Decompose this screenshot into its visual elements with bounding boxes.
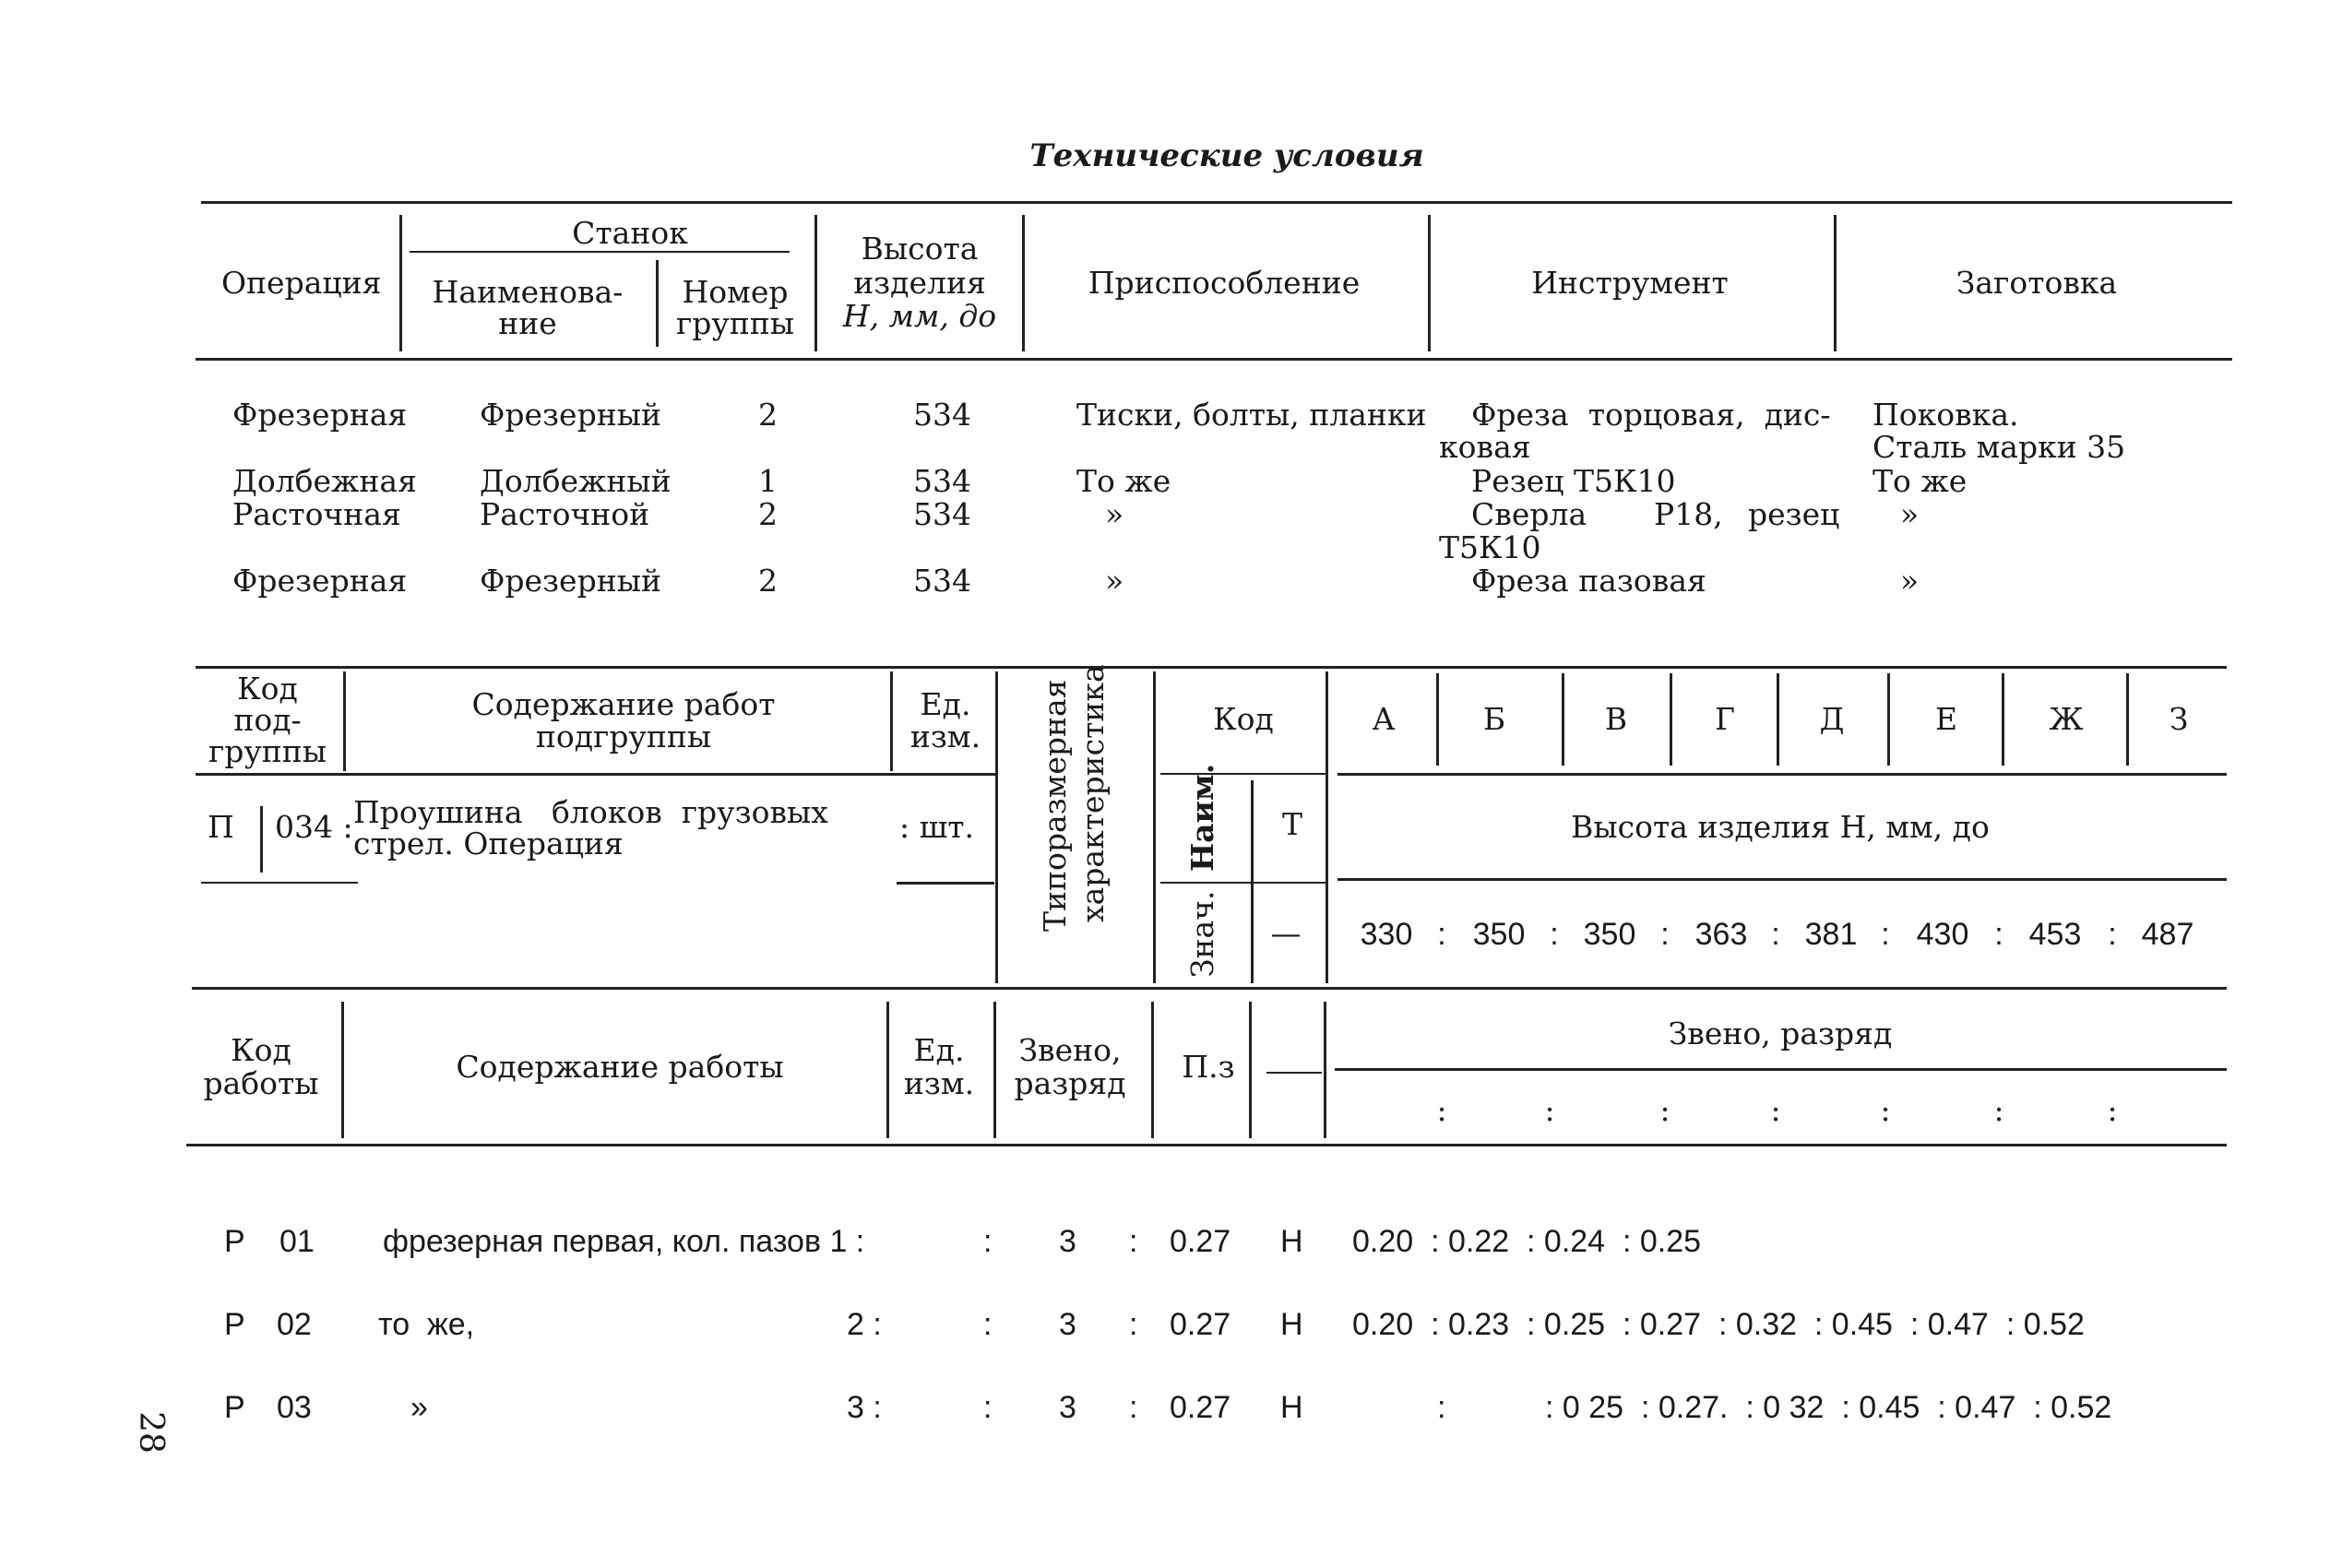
sub-code-letter: П — [208, 809, 234, 845]
height-value: 350 — [1472, 917, 1526, 952]
work-unit-header: изм. — [903, 1065, 975, 1101]
row-tool: Фреза пазовая — [1471, 563, 1706, 599]
height-sep: : — [1660, 917, 1670, 952]
sub-col-divider — [1887, 673, 1890, 766]
row-fixture: » — [1105, 496, 1124, 532]
header-colon: : — [1880, 1092, 1891, 1128]
work-link-header: разряд — [1014, 1065, 1126, 1101]
work-row-sep: : — [983, 1390, 993, 1425]
sub-col-divider — [1326, 671, 1328, 983]
sub-col-divider — [2126, 673, 2129, 766]
tech-col-divider — [1022, 215, 1025, 351]
sub-code-header: под- — [233, 702, 302, 738]
work-row-rank: 3 — [1059, 1224, 1076, 1259]
work-row-content: то же, — [378, 1307, 475, 1342]
row-tool: Р18, — [1654, 496, 1723, 532]
row-operation: Фрезерная — [232, 563, 408, 599]
work-row-sep: : — [983, 1307, 993, 1342]
sub-col-divider — [1153, 671, 1156, 983]
work-col-divider — [1324, 1002, 1326, 1138]
work-row-rank: 3 — [1059, 1390, 1076, 1425]
header-blank: Заготовка — [1956, 265, 2118, 301]
height-value: 487 — [2141, 917, 2194, 952]
height-sep: : — [1881, 917, 1890, 952]
height-sep: : — [1550, 917, 1559, 952]
header-tool: Инструмент — [1531, 265, 1729, 301]
sub-col-divider — [1251, 780, 1254, 983]
sub-col-divider — [1436, 673, 1439, 766]
sub-header-rule — [1337, 773, 2227, 776]
sub-code-number: 034 : — [275, 809, 353, 845]
row-tool: Резец Т5К10 — [1471, 463, 1676, 499]
work-row-sep: : — [1129, 1307, 1138, 1342]
sub-unit-header: Ед. — [920, 686, 971, 722]
row-fixture: » — [1105, 563, 1124, 599]
height-sep: : — [1994, 917, 2003, 952]
work-row-sep: : — [1437, 1390, 1446, 1425]
row-height: 534 — [913, 496, 971, 532]
size-letter: В — [1604, 701, 1628, 737]
work-row-rank: 3 — [1059, 1307, 1076, 1342]
sub-unit: : шт. — [899, 809, 975, 845]
tech-col-divider — [1834, 215, 1837, 351]
naim-label: Наим. — [1184, 763, 1220, 872]
work-code-header: Код — [231, 1032, 291, 1068]
row-group: 2 — [758, 563, 778, 599]
work-row-values: 0.20 : 0.23 : 0.25 : 0.27 : 0.32 : 0.45 : 0.47 : 0.52 — [1352, 1307, 2085, 1342]
work-link-header: Звено, — [1018, 1032, 1122, 1068]
row-blank: То же — [1872, 463, 1968, 499]
row-tool: Т5К10 — [1439, 529, 1541, 565]
size-letter: Б — [1482, 701, 1506, 737]
work-row-qty: 2 : — [847, 1307, 882, 1342]
height-sep: : — [1771, 917, 1780, 952]
work-row-code: 01 — [279, 1224, 315, 1259]
size-letter: Д — [1819, 701, 1845, 737]
row-tool: резец — [1748, 496, 1840, 532]
work-row-letter: Р — [224, 1224, 245, 1259]
work-col-divider — [1249, 1002, 1252, 1138]
sub-content: стрел. Операция — [353, 826, 624, 861]
work-col-divider — [1151, 1002, 1154, 1138]
header-colon: : — [1659, 1092, 1670, 1128]
work-code-header: работы — [203, 1065, 319, 1101]
header-machine-name: ние — [498, 305, 557, 341]
height-value: 381 — [1804, 917, 1858, 952]
work-row-h: Н — [1280, 1224, 1303, 1259]
sub-row-rule — [1160, 882, 1328, 884]
sub-row-rule — [1337, 878, 2227, 881]
tech-col-divider — [399, 215, 402, 351]
row-group: 2 — [758, 496, 778, 532]
header-colon: : — [1544, 1092, 1555, 1128]
height-value: 453 — [2028, 917, 2082, 952]
sub-table-top-rule — [196, 666, 2227, 669]
row-operation: Расточная — [232, 496, 401, 532]
dash-label: — — [1270, 915, 1302, 951]
znach-label: Знач. — [1184, 890, 1220, 978]
sub-content-header: подгруппы — [535, 719, 712, 754]
row-fixture: То же — [1076, 463, 1171, 499]
work-col-divider — [886, 1002, 889, 1138]
work-row-sep: : — [1129, 1224, 1138, 1259]
header-operation: Операция — [221, 265, 382, 301]
tech-table-top-rule — [201, 201, 2232, 204]
work-row-code: 03 — [277, 1390, 312, 1425]
row-machine: Расточной — [480, 496, 650, 532]
sub-col-divider — [1777, 673, 1779, 766]
row-blank: Поковка. — [1872, 397, 2019, 433]
size-letter: Г — [1715, 701, 1735, 737]
work-table-bottom-rule — [186, 1144, 2227, 1146]
sub-col-divider — [343, 671, 346, 771]
row-tool: ковая — [1439, 429, 1531, 465]
sub-code-header: группы — [208, 733, 327, 769]
row-operation: Фрезерная — [232, 397, 408, 433]
height-label: Высота изделия Н, мм, до — [1571, 809, 1990, 845]
sub-col-divider — [995, 671, 998, 983]
type-characteristic-label: Типоразмерная — [1037, 679, 1073, 932]
machine-subheader-rule — [410, 251, 790, 253]
height-value: 350 — [1583, 917, 1636, 952]
row-machine: Долбежный — [480, 463, 672, 499]
work-row-h: Н — [1280, 1307, 1303, 1342]
kod-header: Код — [1213, 701, 1274, 737]
tech-col-divider — [656, 260, 659, 347]
size-letter: З — [2169, 701, 2189, 737]
pz-header: П.з — [1182, 1049, 1235, 1085]
header-machine: Станок — [572, 215, 688, 251]
type-characteristic-label: характеристика — [1075, 664, 1111, 922]
work-row-values: 0.20 : 0.22 : 0.24 : 0.25 — [1352, 1224, 1702, 1259]
height-sep: : — [2108, 917, 2117, 952]
work-row-pz: 0.27 — [1170, 1224, 1231, 1259]
row-machine: Фрезерный — [480, 563, 661, 599]
sub-code-header: Код — [237, 671, 298, 707]
row-fixture: Тиски, болты, планки — [1076, 397, 1427, 433]
row-height: 534 — [913, 397, 971, 433]
sub-col-divider — [890, 671, 893, 771]
work-row-values: : 0 25 : 0.27. : 0 32 : 0.45 : 0.47 : 0.52 — [1545, 1390, 2112, 1425]
t-label: Т — [1281, 806, 1303, 842]
sub-row-rule — [897, 882, 994, 885]
header-machine-name: Наименова- — [432, 274, 624, 310]
row-machine: Фрезерный — [480, 397, 661, 433]
work-row-code: 02 — [277, 1307, 312, 1342]
header-height: Высота — [861, 231, 979, 267]
header-colon: : — [2107, 1092, 2118, 1128]
header-colon: : — [1993, 1092, 2004, 1128]
row-blank: » — [1900, 563, 1920, 599]
height-sep: : — [1437, 917, 1446, 952]
sub-content-header: Содержание работ — [471, 686, 776, 722]
header-group-no: Номер — [682, 274, 789, 310]
work-col-divider — [993, 1002, 996, 1138]
work-row-sep: : — [983, 1224, 993, 1259]
header-colon: : — [1770, 1092, 1781, 1128]
page-number: 28 — [131, 1411, 170, 1454]
size-letter: А — [1372, 701, 1396, 737]
header-height: H, мм, до — [842, 298, 997, 334]
sub-content: Проушина блоков грузовых — [353, 794, 828, 830]
work-row-content: » — [410, 1390, 428, 1425]
row-blank: » — [1900, 496, 1920, 532]
size-letter: Ж — [2049, 701, 2084, 737]
header-group-no: группы — [675, 305, 795, 341]
height-value: 330 — [1360, 917, 1413, 952]
sub-col-divider — [1562, 673, 1564, 766]
sub-unit-header: изм. — [909, 719, 981, 754]
work-row-sep: : — [1129, 1390, 1138, 1425]
row-height: 534 — [913, 463, 971, 499]
work-header-rule — [1266, 1072, 1322, 1074]
sub-col-divider — [1670, 673, 1672, 766]
size-letter: Е — [1934, 701, 1958, 737]
sub-col-divider — [260, 806, 263, 873]
height-value: 430 — [1916, 917, 1969, 952]
work-row-letter: Р — [224, 1307, 245, 1342]
tech-col-divider — [1428, 215, 1431, 351]
work-row-letter: Р — [224, 1390, 245, 1425]
work-content-header: Содержание работы — [456, 1049, 784, 1085]
header-fixture: Приспособление — [1088, 265, 1361, 301]
work-row-pz: 0.27 — [1170, 1307, 1231, 1342]
sub-table-bottom-rule — [192, 987, 2227, 990]
sub-col-divider — [2002, 673, 2004, 766]
row-group: 1 — [758, 463, 778, 499]
tech-col-divider — [814, 215, 817, 351]
header-colon: : — [1436, 1092, 1447, 1128]
work-row-pz: 0.27 — [1170, 1390, 1231, 1425]
row-height: 534 — [913, 563, 971, 599]
row-tool: Сверла — [1471, 496, 1587, 532]
row-tool: Фреза торцовая, дис- — [1471, 397, 1831, 433]
tech-table-header-rule — [196, 358, 2232, 361]
work-row-qty: 3 : — [847, 1390, 882, 1425]
row-group: 2 — [758, 397, 778, 433]
sub-row-rule — [201, 882, 358, 884]
work-header-rule — [1335, 1068, 2227, 1071]
work-row-h: Н — [1280, 1390, 1303, 1425]
row-operation: Долбежная — [232, 463, 417, 499]
work-row-content: фрезерная первая, кол. пазов 1 : — [383, 1224, 865, 1259]
work-col-divider — [341, 1002, 344, 1138]
page-title: Технические условия — [1029, 137, 1424, 174]
work-unit-header: Ед. — [913, 1032, 965, 1068]
row-blank: Сталь марки 35 — [1872, 429, 2126, 465]
header-height: изделия — [853, 265, 986, 301]
sub-header-rule — [196, 773, 996, 776]
link-rank-header: Звено, разряд — [1668, 1016, 1893, 1051]
height-value: 363 — [1694, 917, 1748, 952]
